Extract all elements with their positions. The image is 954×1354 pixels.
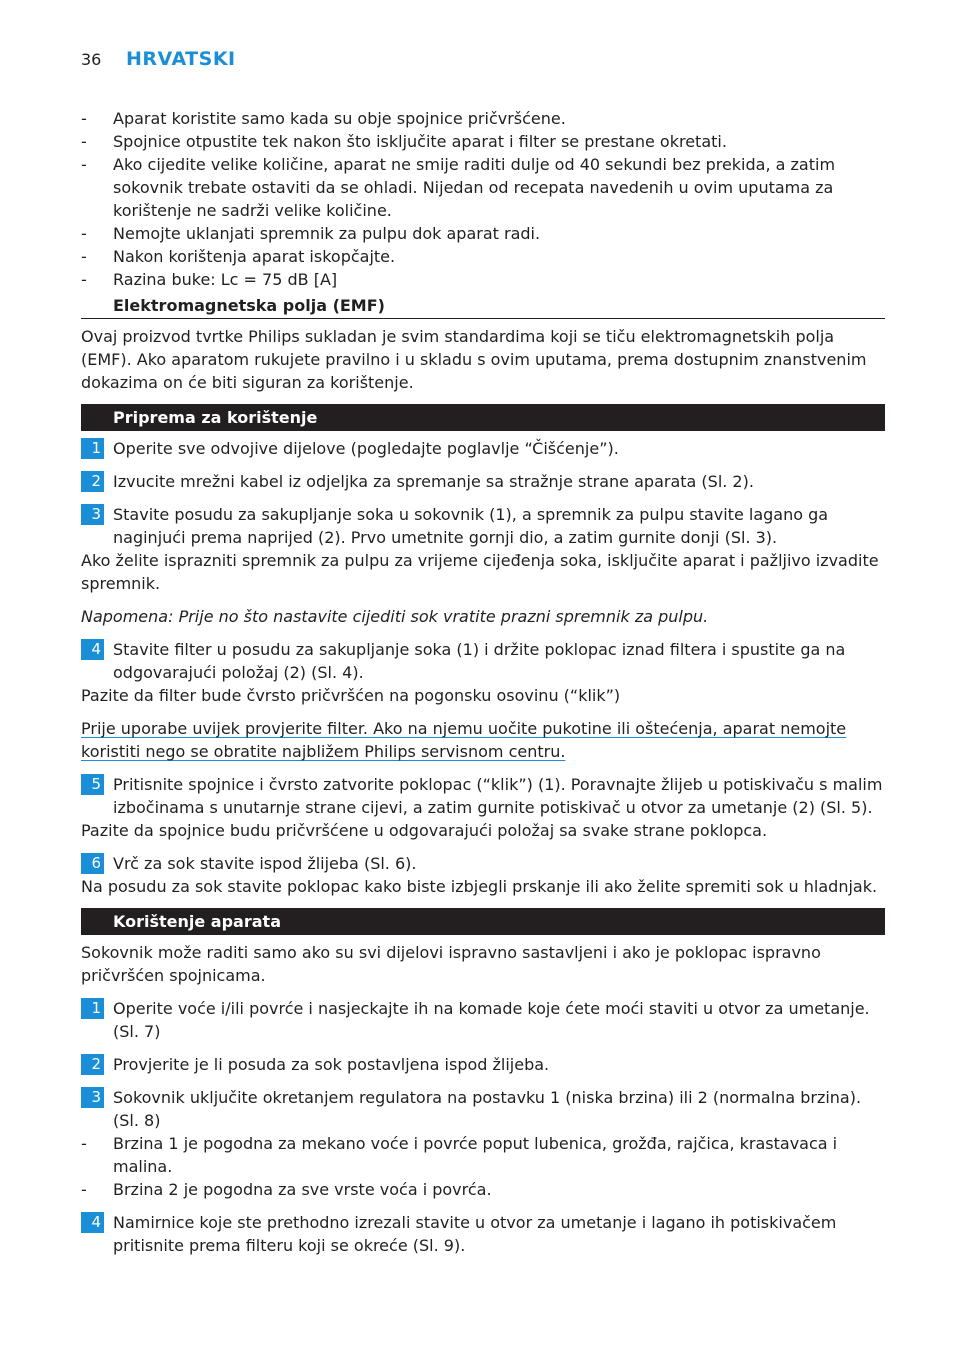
step-item: 6 Vrč za sok stavite ispod žlijeba (Sl. 6). xyxy=(81,852,885,875)
list-item: - Spojnice otpustite tek nakon što isključite aparat i filter se prestane okretati. xyxy=(81,132,727,151)
section-intro-text: Sokovnik može raditi samo ako su svi dijelovi ispravno sastavljeni i ako je poklopac ispravno pričvršćen spojnicama. xyxy=(81,943,821,985)
step-item: 5 Pritisnite spojnice i čvrsto zatvorite poklopac (“klik”) (1). Poravnajte žlijeb u potiskivaču s malim izbočinama s unutarnje strane cijevi, a zatim gurnite potiskivač u otvor za umetanje (2) (Sl. 5). xyxy=(81,773,885,819)
step-note-text: Na posudu za sok stavite poklopac kako biste izbjegli prskanje ili ako želite spremiti sok u hladnjak. xyxy=(81,877,878,896)
step-item: 3 Stavite posudu za sakupljanje soka u sokovnik (1), a spremnik za pulpu stavite lagano ga naginjući prema naprijed (2). Prvo umetnite gornji dio, a zatim gurnite donji (Sl. 3). xyxy=(81,503,885,549)
step-number: 6 xyxy=(81,853,104,874)
step-number: 3 xyxy=(81,504,104,525)
step-item: 3 Sokovnik uključite okretanjem regulatora na postavku 1 (niska brzina) ili 2 (normalna brzina). (Sl. 8) xyxy=(81,1086,885,1132)
step-number: 4 xyxy=(81,639,104,660)
step-number: 5 xyxy=(81,774,104,795)
page-content xyxy=(81,107,885,1257)
list-item: - Nakon korištenja aparat iskopčajte. xyxy=(81,247,396,266)
list-item: - Nemojte uklanjati spremnik za pulpu dok aparat radi. xyxy=(81,224,541,243)
emf-text: Ovaj proizvod tvrtke Philips sukladan je svim standardima koji se tiču elektromagnetskih polja (EMF). Ako aparatom rukujete pravilno i u skladu s ovim uputama, prema dostupnim znanstvenim dokazima on će biti siguran za korištenje. xyxy=(81,327,867,392)
page-number: 36 xyxy=(81,50,102,69)
list-item: - Aparat koristite samo kada su obje spojnice pričvršćene. xyxy=(81,109,566,128)
note-text: Napomena: Prije no što nastavite cijediti sok vratite prazni spremnik za pulpu. xyxy=(81,607,709,626)
step-number: 2 xyxy=(81,471,104,492)
list-item: - Brzina 1 je pogodna za mekano voće i povrće poput lubenica, grožđa, rajčica, krastavaca i malina. xyxy=(81,1134,838,1176)
list-item: - Ako cijedite velike količine, aparat ne smije raditi dulje od 40 sekundi bez prekida, a zatim sokovnik trebate ostaviti da se ohladi. Nijedan od recepata navedenih u ovim uputama za korištenje ne sadrži velike količine. xyxy=(81,155,836,220)
step-note-text: Ako želite isprazniti spremnik za pulpu za vrijeme cijeđenja soka, isključite aparat i pažljivo izvadite spremnik. xyxy=(81,551,879,593)
step-number: 1 xyxy=(81,438,104,459)
emf-heading: Elektromagnetska polja (EMF) xyxy=(81,294,885,319)
step-note-text: Pazite da filter bude čvrsto pričvršćen na pogonsku osovinu (“klik”) xyxy=(81,686,621,705)
section-heading-priprema: Priprema za korištenje xyxy=(81,404,885,431)
step-item: 2 Provjerite je li posuda za sok postavljena ispod žlijeba. xyxy=(81,1053,885,1076)
step-item: 4 Namirnice koje ste prethodno izrezali stavite u otvor za umetanje i lagano ih potiskivačem pritisnite prema filteru koji se okreće (Sl. 9). xyxy=(81,1211,885,1257)
step-number: 1 xyxy=(81,998,104,1019)
step-number: 2 xyxy=(81,1054,104,1075)
step-item: 2 Izvucite mrežni kabel iz odjeljka za spremanje sa stražnje strane aparata (Sl. 2). xyxy=(81,470,885,493)
step-item: 1 Operite sve odvojive dijelove (pogledajte poglavlje “Čišćenje”). xyxy=(81,437,885,460)
list-item: - Brzina 2 je pogodna za sve vrste voća i povrća. xyxy=(81,1180,492,1199)
step-number: 3 xyxy=(81,1087,104,1108)
step-number: 4 xyxy=(81,1212,104,1233)
section-heading-koristenje: Korištenje aparata xyxy=(81,908,885,935)
step-note-text: Pazite da spojnice budu pričvršćene u odgovarajući položaj sa svake strane poklopca. xyxy=(81,821,768,840)
warning-text: Prije uporabe uvijek provjerite filter. Ako na njemu uočite pukotine ili oštećenja, aparat nemojte koristiti nego se obratite najbližem Philips servisnom centru. xyxy=(81,719,847,761)
list-item: - Razina buke: Lc = 75 dB [A] xyxy=(81,270,338,289)
language-title: HRVATSKI xyxy=(126,48,236,70)
step-item: 4 Stavite filter u posudu za sakupljanje soka (1) i držite poklopac iznad filtera i spustite ga na odgovarajući položaj (2) (Sl. 4). xyxy=(81,638,885,684)
step-item: 1 Operite voće i/ili povrće i nasjeckajte ih na komade koje ćete moći staviti u otvor za umetanje. (Sl. 7) xyxy=(81,997,885,1043)
